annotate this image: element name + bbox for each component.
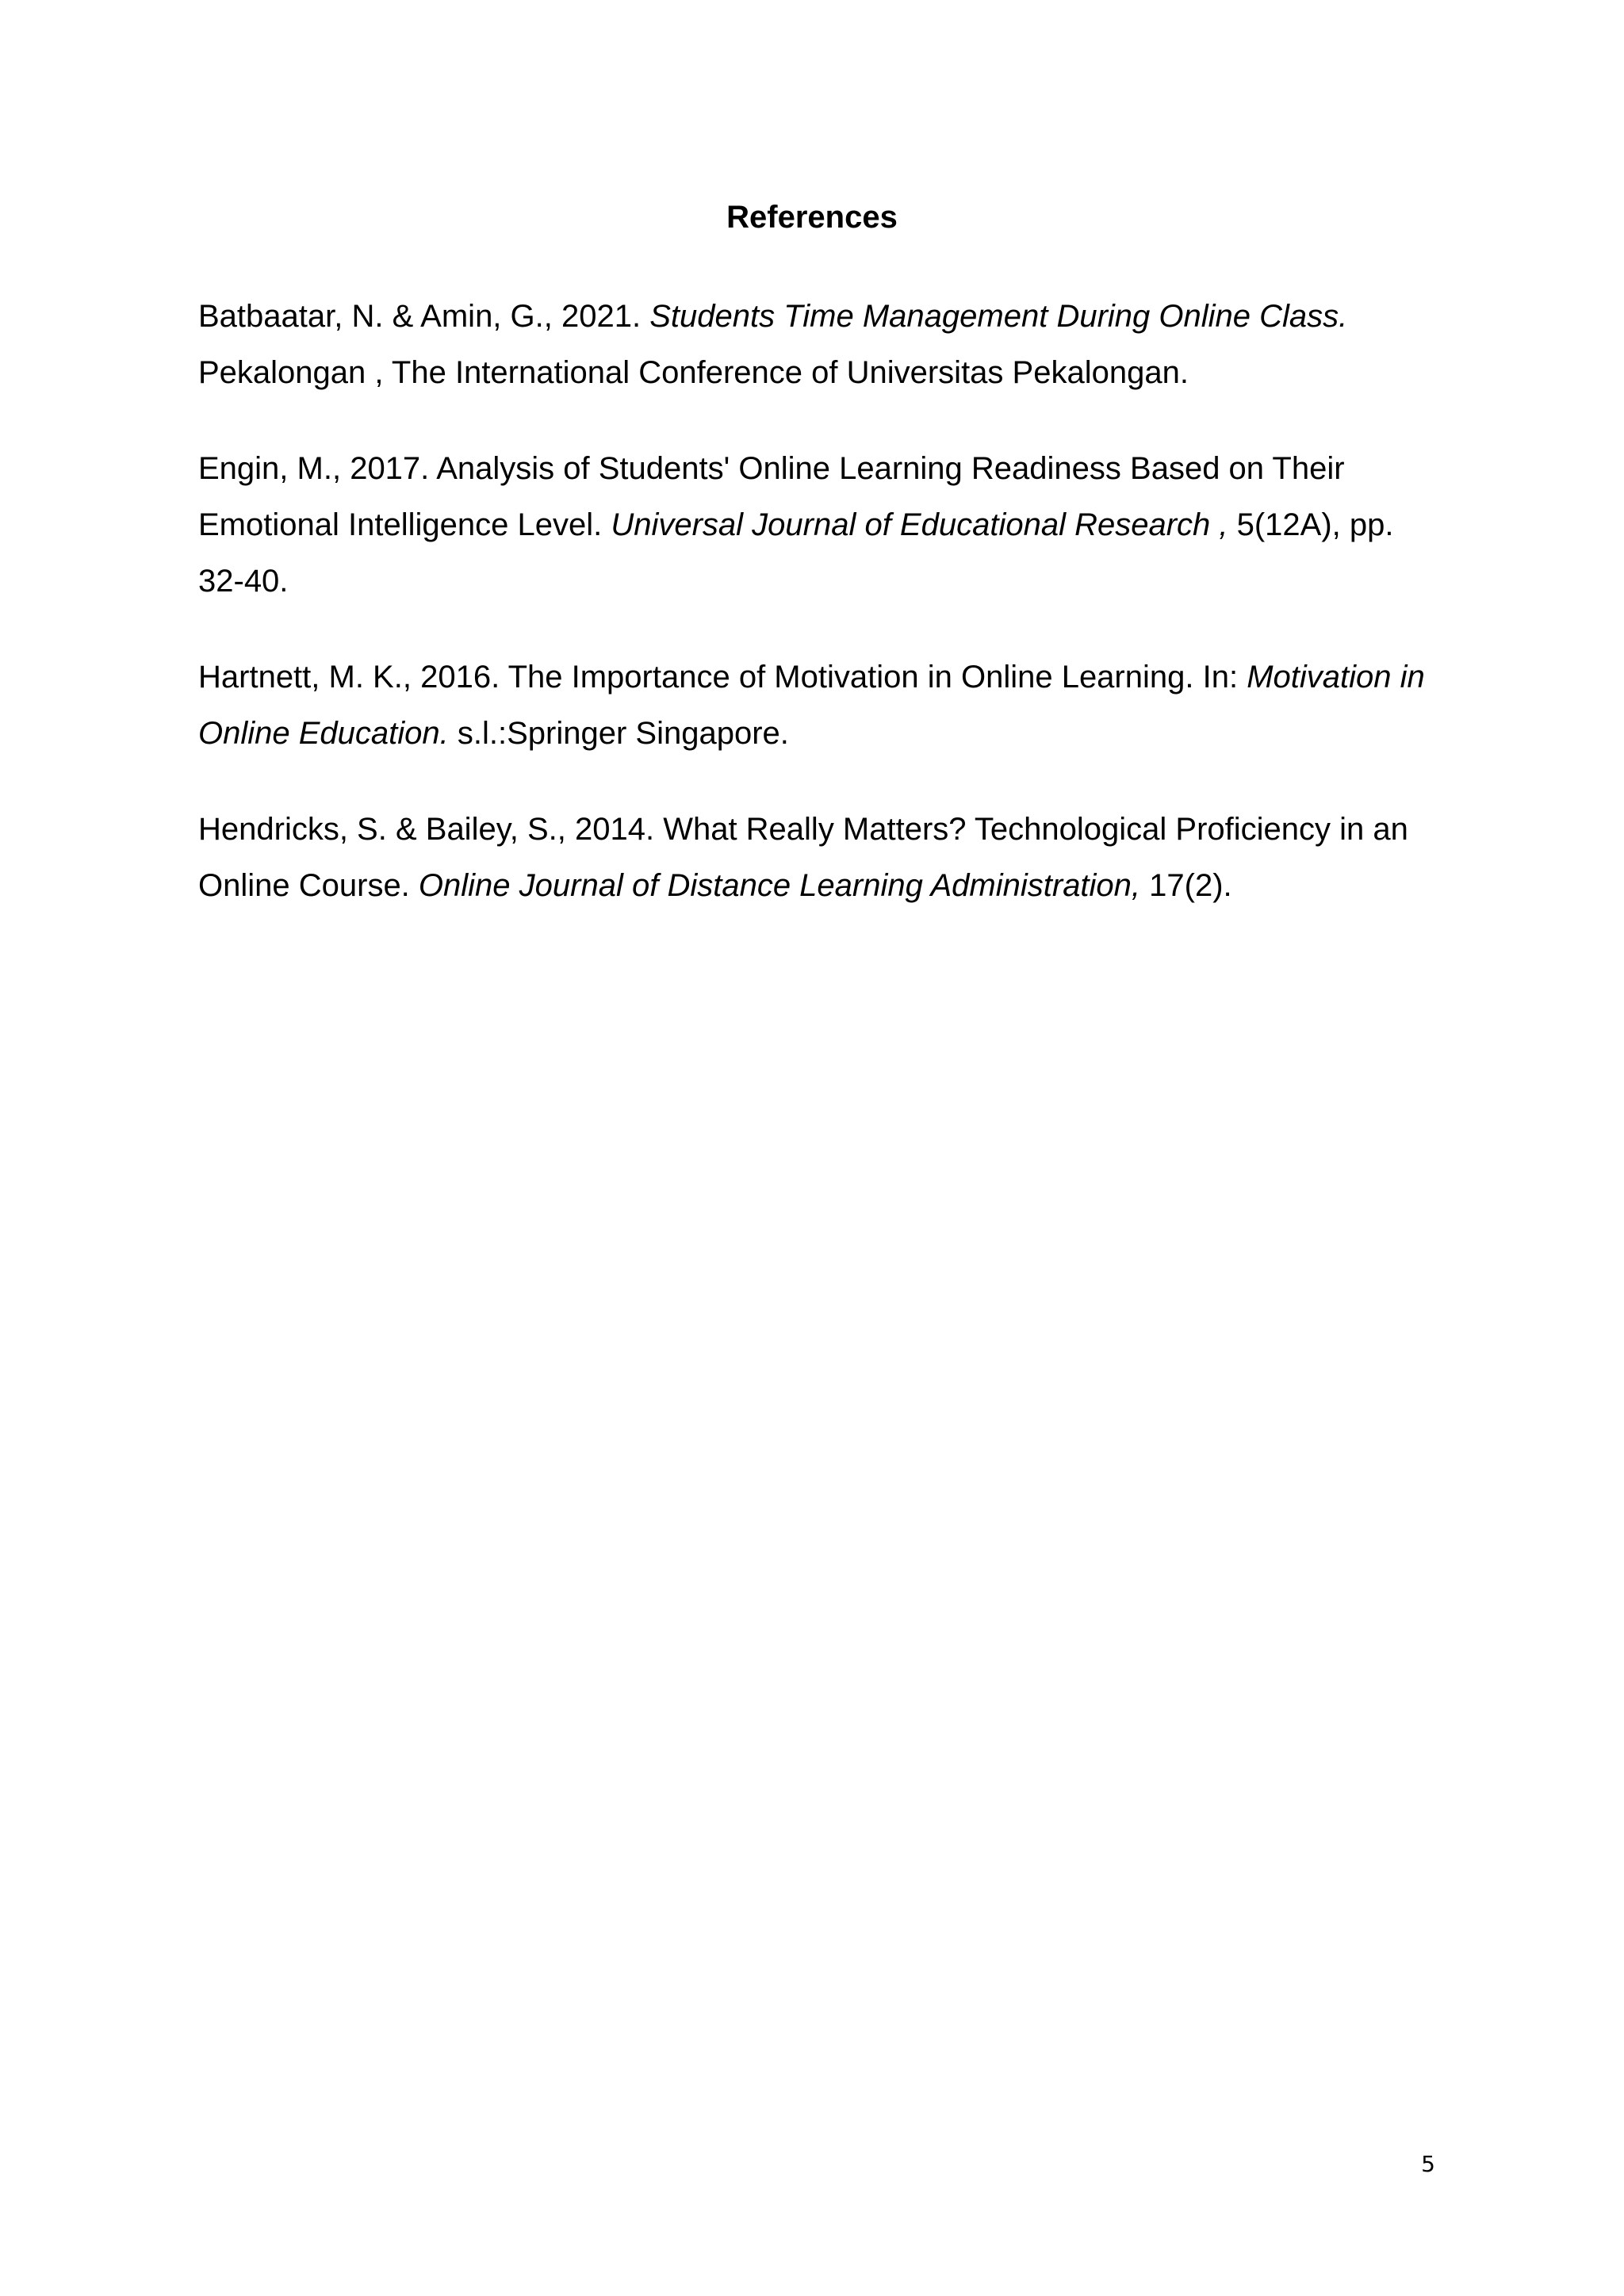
reference-text: Hendricks, S. & Bailey, S., 2014. What Really Matters? Technological Proficiency in an Online Course. bbox=[198, 812, 1408, 903]
references-heading: References bbox=[726, 200, 898, 235]
reference-title-italic: Online Journal of Distance Learning Administration, bbox=[418, 868, 1141, 903]
reference-text: 17(2). bbox=[1140, 868, 1232, 903]
reference-entry bbox=[198, 289, 1435, 401]
page-number: 5 bbox=[1421, 2151, 1435, 2177]
reference-list bbox=[198, 289, 1435, 954]
reference-entry bbox=[198, 441, 1435, 610]
reference-title-italic: Motivation in Online Education. bbox=[198, 660, 1425, 751]
reference-text: s.l.:Springer Singapore. bbox=[448, 716, 789, 751]
reference-text: Batbaatar, N. & Amin, G., 2021. bbox=[198, 299, 650, 334]
reference-text: Pekalongan , The International Conference of Universitas Pekalongan. bbox=[198, 355, 1189, 390]
reference-entry bbox=[198, 802, 1435, 914]
reference-text: Hartnett, M. K., 2016. The Importance of Motivation in Online Learning. In: bbox=[198, 660, 1247, 695]
reference-title-italic: Universal Journal of Educational Research , bbox=[611, 507, 1228, 542]
reference-title-italic: Students Time Management During Online Class. bbox=[649, 299, 1348, 334]
reference-text: Engin, M., 2017. Analysis of Students' Online Learning Readiness Based on Their Emotional Intelligence Level. bbox=[198, 451, 1345, 542]
reference-text: 5(12A), pp. 32-40. bbox=[198, 507, 1394, 599]
reference-entry bbox=[198, 649, 1435, 762]
